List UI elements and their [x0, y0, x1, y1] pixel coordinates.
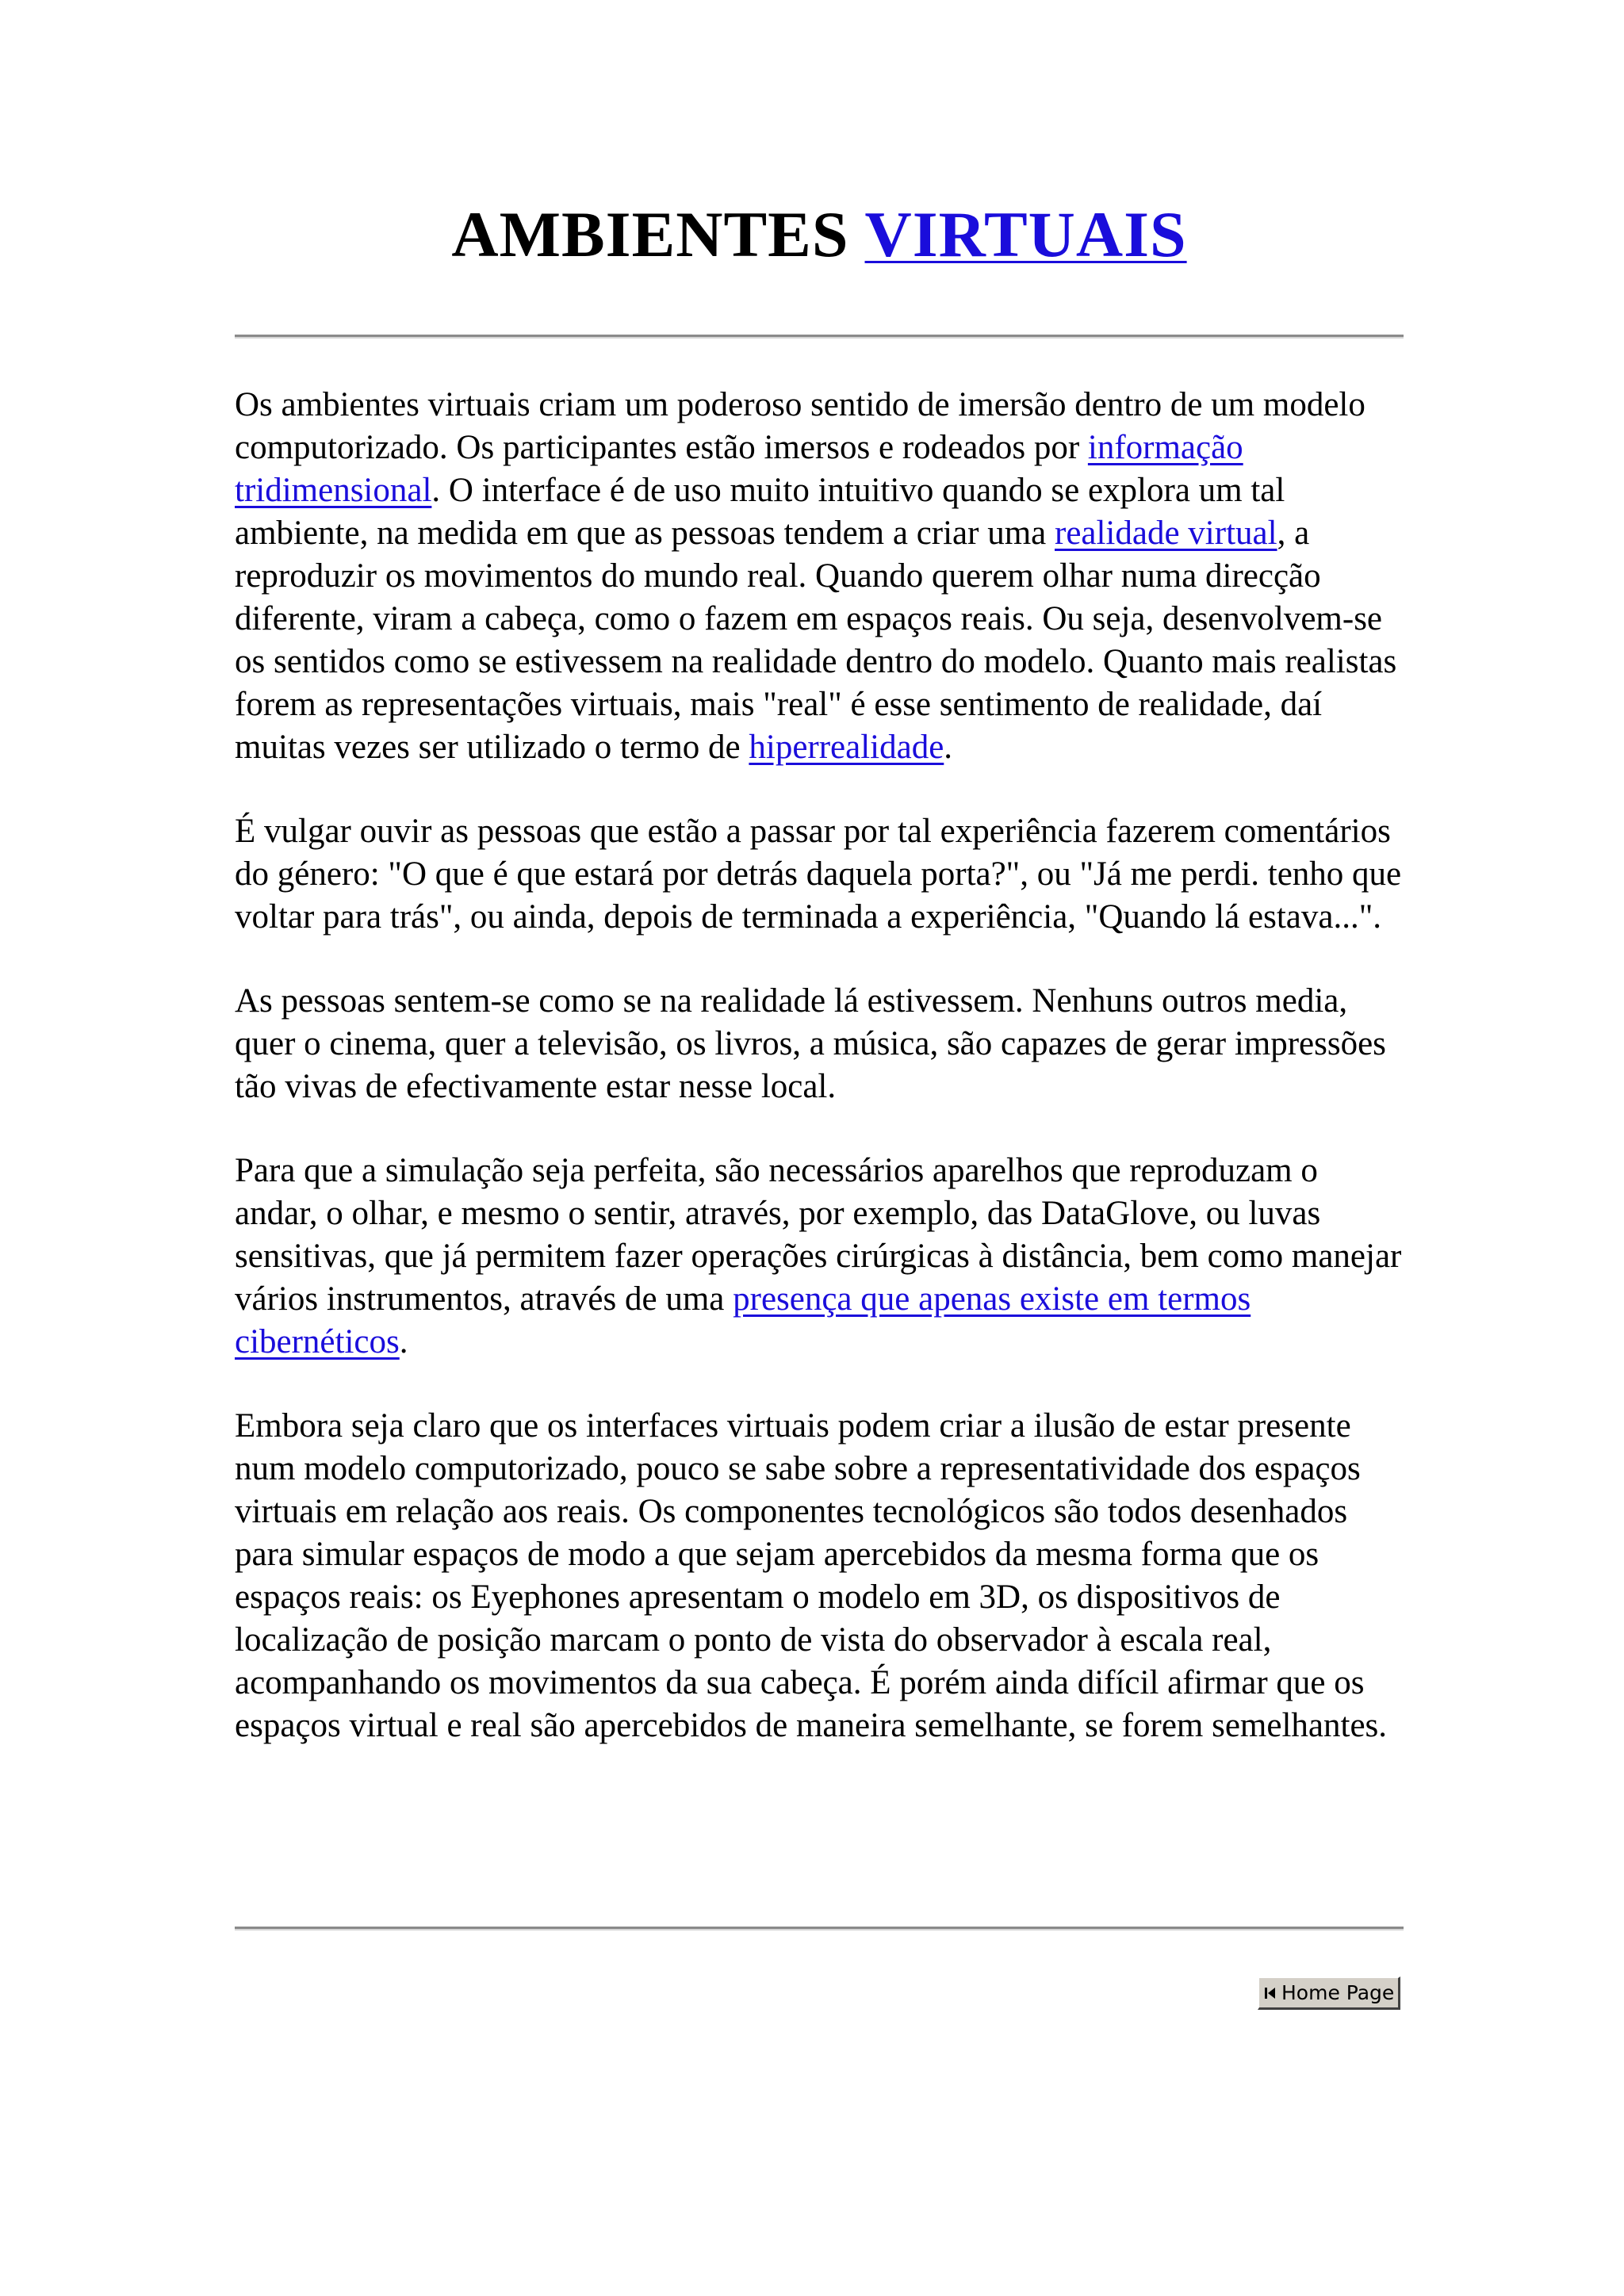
- paragraph-text: . O interface é de uso muito intuitivo quando se explora um tal ambiente, na medida em que as pessoas tendem a criar uma: [235, 472, 1285, 552]
- paragraph-text: Para que a simulação seja perfeita, são necessários aparelhos que reproduzam o andar, o olhar, e mesmo o sentir, através, por exemplo, das DataGlove, ou luvas sensitivas, que já permitem fazer operações cirúrgicas à distância, bem como manejar vários instrumentos, através de uma: [235, 1152, 1402, 1318]
- first-page-icon: [1264, 1986, 1277, 2000]
- inline-link[interactable]: informação tridimensional: [235, 429, 1243, 509]
- top-divider: [235, 335, 1404, 339]
- home-page-button[interactable]: [1258, 1976, 1400, 2010]
- paragraph: [235, 810, 1404, 939]
- paragraph-text: .: [399, 1323, 408, 1360]
- paragraph: [235, 384, 1404, 769]
- paragraph: [235, 1150, 1404, 1364]
- paragraph-text: .: [944, 729, 953, 766]
- paragraph-text: Embora seja claro que os interfaces virtuais podem criar a ilusão de estar presente num modelo computorizado, pouco se sabe sobre a representatividade dos espaços virtuais em relação aos reais. Os componentes tecnológicos são todos desenhados para simular espaços de modo a que sejam apercebidos da mesma forma que os espaços reais: os Eyephones apresentam o modelo em 3D, os dispositivos de localização de posição marcam o ponto de vista do observador à escala real, acompanhando os movimentos da sua cabeça. É porém ainda difícil afirmar que os espaços virtual e real são apercebidos de maneira semelhante, se forem semelhantes.: [235, 1407, 1388, 1744]
- paragraph-text: , a reproduzir os movimentos do mundo real. Quando querem olhar numa direcção diferente, viram a cabeça, como o fazem em espaços reais. Ou seja, desenvolvem-se os sentidos como se estivessem na realidade dentro do modelo. Quanto mais realistas forem as representações virtuais, mais "real" é esse sentimento de realidade, daí muitas vezes ser utilizado o termo de: [235, 515, 1397, 766]
- paragraph-text: É vulgar ouvir as pessoas que estão a passar por tal experiência fazerem comentários do género: "O que é que estará por detrás daquela porta?", ou "Já me perdi. tenho que voltar para trás", ou ainda, depois de terminada a experiência, "Quando lá estava...".: [235, 813, 1402, 936]
- bottom-divider: [235, 1927, 1404, 1931]
- page-title-link[interactable]: VIRTUAIS: [864, 198, 1187, 270]
- paragraph: [235, 980, 1404, 1108]
- inline-link[interactable]: presença que apenas existe em termos cibernéticos: [235, 1280, 1251, 1360]
- page-title: [235, 195, 1404, 274]
- paragraph-text: As pessoas sentem-se como se na realidade lá estivessem. Nenhuns outros media, quer o cinema, quer a televisão, os livros, a música, são capazes de gerar impressões tão vivas de efectivamente estar nesse local.: [235, 982, 1386, 1105]
- inline-link[interactable]: hiperrealidade: [749, 729, 944, 766]
- paragraph: [235, 1405, 1404, 1747]
- inline-link[interactable]: realidade virtual: [1055, 515, 1277, 552]
- home-page-label: Home Page: [1281, 1980, 1395, 2004]
- page-title-text: AMBIENTES: [451, 198, 849, 270]
- article-body: [235, 384, 1404, 1789]
- paragraph-text: Os ambientes virtuais criam um poderoso sentido de imersão dentro de um modelo computorizado. Os participantes estão imersos e rodeados por: [235, 386, 1365, 466]
